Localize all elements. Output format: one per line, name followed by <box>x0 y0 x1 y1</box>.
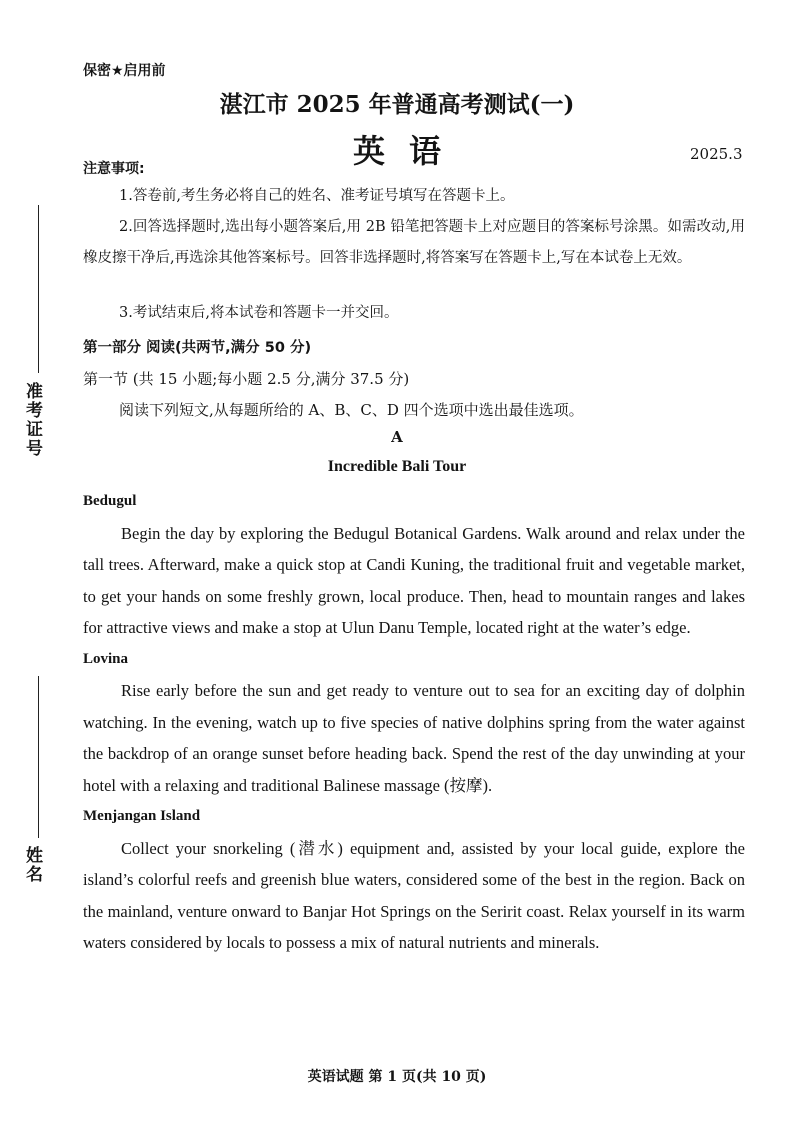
notice-item-1: 1.答卷前,考生务必将自己的姓名、准考证号填写在答题卡上。 <box>119 188 515 204</box>
section-text-menjangan: Collect your snorkeling (潜水) equipment and, assisted by your local guide, explore the island’s colorful reefs and greenish blue waters, considered some of the best in the region. Back on the mainland, venture onward to Banjar Hot Springs on the Seririt coast. Relax yourself in its warm waters considered by locals to possess a mix of natural nutrients and minerals. <box>83 838 745 952</box>
name-label: 姓名 <box>22 846 42 884</box>
page-footer: 英语试题 第 1 页(共 10 页) <box>307 1069 487 1085</box>
passage-title: Incredible Bali Tour <box>327 458 467 475</box>
notice-item-2: 2.回答选择题时,选出每小题答案后,用 2B 铅笔把答题卡上对应题目的答案标号涂黑。如需改动,用橡皮擦干净后,再选涂其他答案标号。回答非选择题时,将答案写在答题卡上,写在本试卷上无效。 <box>83 219 745 266</box>
section-text-bedugul: Begin the day by exploring the Bedugul Botanical Gardens. Walk around and relax under the tall trees. Afterward, make a quick stop at Candi Kuning, the traditional fruit and vegetable market, to get your hands on some freshly grown, local produce. Then, head to mountain ranges and lakes for attractive views and make a stop at Ulun Danu Temple, located right at the water’s edge. <box>83 523 745 637</box>
section-heading-menjangan: Menjangan Island <box>83 808 201 824</box>
exam-id-label: 准考证号 <box>22 382 42 458</box>
exam-id-underline <box>38 205 39 373</box>
section1-heading: 第一节 (共 15 小题;每小题 2.5 分,满分 37.5 分) <box>83 370 410 388</box>
section-heading-lovina: Lovina <box>83 650 129 667</box>
section-text-lovina: Rise early before the sun and get ready to venture out to sea for an exciting day of dolphin watching. In the evening, watch up to five species of native dolphins spring from the water against the backdrop of an orange sunset before heading back. Spend the rest of the day unwinding at your hotel with a relaxing and traditional Balinese massage (按摩). <box>83 681 745 795</box>
passage-letter: A <box>391 428 403 446</box>
confidential-mark: 保密★启用前 <box>83 63 166 79</box>
exam-date: 2025.3 <box>690 145 743 163</box>
name-underline <box>38 676 39 838</box>
exam-title: 湛江市 2025 年普通高考测试(一) <box>219 91 575 118</box>
part1-heading: 第一部分 阅读(共两节,满分 50 分) <box>83 340 312 356</box>
section-heading-bedugul: Bedugul <box>83 493 137 509</box>
subject-title: 英语 <box>352 132 465 170</box>
notice-item-3: 3.考试结束后,将本试卷和答题卡一并交回。 <box>119 305 399 321</box>
passage-body <box>83 486 745 959</box>
reading-instruction: 阅读下列短文,从每题所给的 A、B、C、D 四个选项中选出最佳选项。 <box>119 401 584 419</box>
notice-heading: 注意事项: <box>83 161 145 177</box>
